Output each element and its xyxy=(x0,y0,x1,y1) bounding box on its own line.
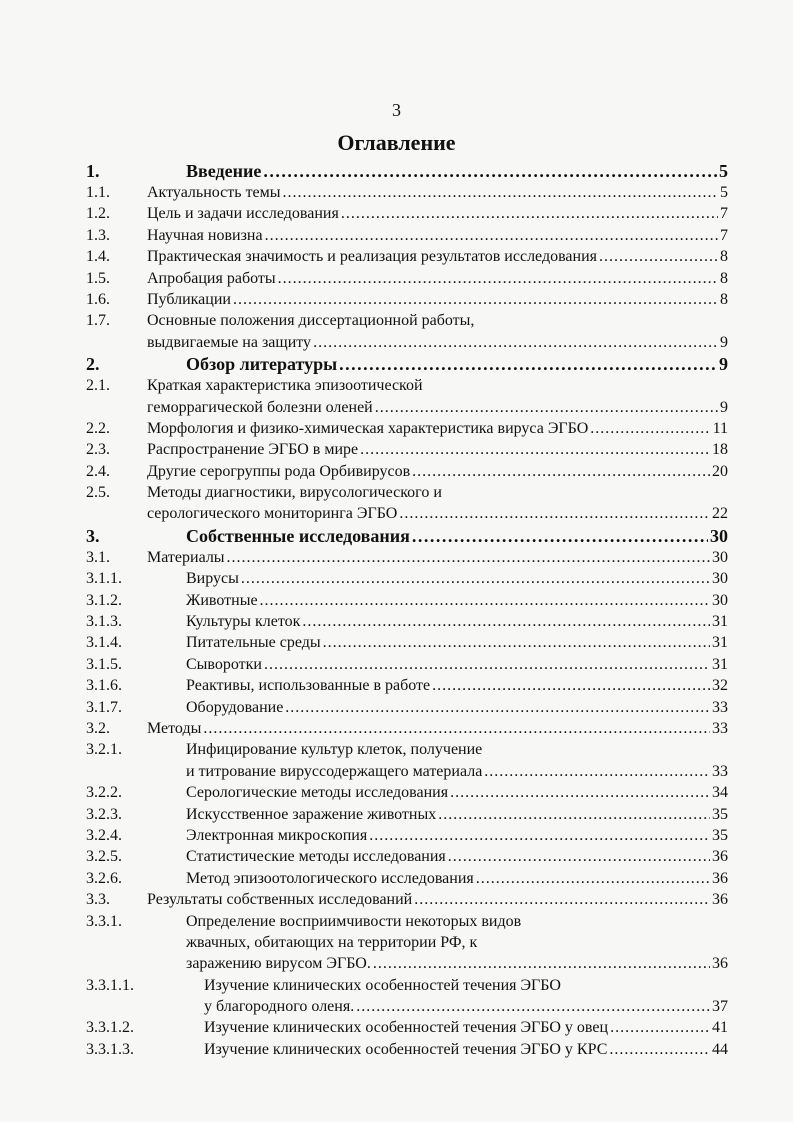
dot-leader xyxy=(610,1017,710,1038)
dot-leader xyxy=(438,804,710,825)
dot-leader xyxy=(450,782,710,803)
toc-entry xyxy=(86,1017,728,1038)
dot-leader xyxy=(599,246,718,267)
dot-leader xyxy=(373,953,710,974)
toc-entry-page: 44 xyxy=(712,1040,728,1058)
toc-entry-page: 11 xyxy=(712,419,728,437)
toc-entry-title: Цель и задачи исследования xyxy=(147,205,339,223)
toc-entry-title: Животные xyxy=(186,591,258,609)
toc-entry xyxy=(86,718,728,739)
toc-entry-title: Определение восприимчивости некоторых видов xyxy=(186,912,522,930)
toc-entry-title: Актуальность темы xyxy=(147,184,281,201)
toc-entry-number: 3. xyxy=(86,525,100,546)
page-title: Оглавление xyxy=(337,130,456,155)
dot-leader xyxy=(285,697,710,718)
toc-entry xyxy=(86,418,728,439)
toc-entry-number: 3.3. xyxy=(86,891,110,909)
toc-entry-title: Собственные исследования xyxy=(186,525,410,546)
toc-entry xyxy=(86,375,728,396)
toc-entry xyxy=(86,932,728,953)
dot-leader xyxy=(323,632,710,653)
toc-entry-title: Материалы xyxy=(147,548,225,566)
toc-entry-number: 3.3.1.1. xyxy=(86,976,134,994)
toc-entry xyxy=(86,268,728,289)
toc-entry-page: 7 xyxy=(720,226,728,244)
dot-leader xyxy=(233,289,718,310)
dot-leader xyxy=(590,418,710,439)
toc-entry-number: 3.1.3. xyxy=(86,613,122,631)
toc-entry-title: у благородного оленя. xyxy=(204,998,355,1016)
dot-leader xyxy=(360,439,710,460)
toc-entry-page: 18 xyxy=(712,441,728,459)
dot-leader xyxy=(265,225,718,246)
toc-entry-title: и титрование вируссодержащего материала xyxy=(186,762,483,780)
toc-entry-number: 3.1.5. xyxy=(86,655,122,673)
toc-entry-page: 36 xyxy=(712,848,728,866)
toc-entry xyxy=(86,825,728,846)
toc-entry-number: 3.2.3. xyxy=(86,805,122,823)
dot-leader xyxy=(356,996,710,1017)
toc-entry xyxy=(86,289,728,310)
toc-entry-number: 3.1.1. xyxy=(86,570,122,588)
toc-entry-title: Результаты собственных исследований xyxy=(147,891,413,909)
toc-entry-title: Инфицирование культур клеток, получение xyxy=(186,741,483,759)
toc-entry-number: 3.2.5. xyxy=(86,848,122,866)
toc-entry-number: 3.3.1.2. xyxy=(86,1019,134,1037)
toc-entry-title: Другие серогруппы рода Орбивирусов xyxy=(147,462,411,480)
toc-entry-number: 3.3.1. xyxy=(86,912,122,930)
toc-entry-title: Краткая характеристика эпизоотической xyxy=(147,377,423,395)
toc-entry-page: 34 xyxy=(712,784,728,802)
dot-leader xyxy=(399,503,710,524)
toc-entry xyxy=(86,804,728,825)
toc-entry-page: 22 xyxy=(712,505,728,523)
toc-entry-number: 3.1.7. xyxy=(86,698,122,716)
toc-entry-title: геморрагической болезни оленей xyxy=(147,398,373,416)
toc-entry xyxy=(86,868,728,889)
toc-entry-page: 35 xyxy=(712,826,728,844)
toc-entry xyxy=(86,182,728,203)
toc-entry-page: 32 xyxy=(712,677,728,695)
toc-entry-number: 2.3. xyxy=(86,441,110,459)
toc-entry-number: 3.1.6. xyxy=(86,677,122,695)
toc-entry-title: Искусственное заражение животных xyxy=(186,805,437,823)
dot-leader xyxy=(476,868,710,889)
toc-entry xyxy=(86,568,728,589)
toc-entry-number: 2.2. xyxy=(86,419,110,437)
toc-entry-page: 9 xyxy=(720,398,728,416)
toc-entry xyxy=(86,632,728,653)
toc-entry-title: Вирусы xyxy=(186,570,239,588)
toc-entry xyxy=(86,203,728,224)
dot-leader xyxy=(260,590,710,611)
toc-entry-title: Практическая значимость и реализация результатов исследования xyxy=(147,248,598,266)
toc-entry-page: 30 xyxy=(712,570,728,588)
toc-entry-title: Оборудование xyxy=(186,698,284,716)
toc-entry-number: 1.5. xyxy=(86,269,110,287)
dot-leader xyxy=(341,203,718,224)
toc-entry-number: 3.2. xyxy=(86,719,110,737)
toc-entry-page: 7 xyxy=(720,205,728,223)
toc-entry-number: 3.1.4. xyxy=(86,634,122,652)
toc-entry-number: 3.1. xyxy=(86,548,110,566)
toc-entry-number: 1.6. xyxy=(86,290,110,308)
toc-entry-title: выдвигаемые на защиту xyxy=(147,333,312,351)
toc-entry xyxy=(86,482,728,503)
toc-entry-page: 30 xyxy=(712,591,728,609)
dot-leader xyxy=(448,846,710,867)
toc-entry-title: Электронная микроскопия xyxy=(186,826,368,844)
page-number: 3 xyxy=(392,100,401,120)
toc-entry-title: Распространение ЭГБО в мире xyxy=(147,441,359,459)
toc-entry xyxy=(86,911,728,932)
toc-entry-page: 30 xyxy=(710,525,728,546)
toc-entry-number: 3.3.1.3. xyxy=(86,1040,134,1058)
toc-entry-number: 3.2.1. xyxy=(86,741,122,759)
toc-entry-number: 3.2.6. xyxy=(86,869,122,887)
toc-entry-title: Обзор литературы xyxy=(186,354,338,375)
toc-entry-page: 33 xyxy=(712,719,728,737)
toc-entry xyxy=(86,225,728,246)
toc-entry xyxy=(86,846,728,867)
toc-entry xyxy=(86,611,728,632)
dot-leader xyxy=(241,568,710,589)
toc-entry-page: 33 xyxy=(712,762,728,780)
toc-entry-page: 5 xyxy=(720,184,728,201)
toc-entry-title: Сыворотки xyxy=(186,655,262,673)
toc-entry-title: заражению вирусом ЭГБО. xyxy=(186,955,371,973)
dot-leader xyxy=(609,1039,710,1060)
toc-entry-number: 2.5. xyxy=(86,484,110,502)
toc-entry xyxy=(86,590,728,611)
toc-entry-title: Серологические методы исследования xyxy=(186,784,449,802)
dot-leader xyxy=(339,353,717,375)
toc-entry-title: Введение xyxy=(186,161,262,181)
toc-entry xyxy=(86,439,728,460)
toc-entry-title: Реактивы, использованные в работе xyxy=(186,677,431,695)
dot-leader xyxy=(369,825,710,846)
toc-entry-number: 3.2.4. xyxy=(86,826,122,844)
toc-section xyxy=(86,160,728,182)
toc-entry-number: 1.1. xyxy=(86,184,110,201)
toc-entry-page: 9 xyxy=(720,333,728,351)
toc-entry xyxy=(86,761,728,782)
toc-entry-title: Изучение клинических особенностей течения ЭГБО xyxy=(204,976,561,994)
toc-entry-page: 8 xyxy=(720,248,728,266)
dot-leader xyxy=(375,397,718,418)
toc-entry-title: Культуры клеток xyxy=(186,613,301,631)
toc-entry-number: 3.2.2. xyxy=(86,784,122,802)
toc-entry-title: Изучение клинических особенностей течения ЭГБО у овец xyxy=(204,1019,609,1037)
dot-leader xyxy=(203,718,710,739)
toc-entry-title: Апробация работы xyxy=(147,269,276,287)
toc-entry-title: Научная новизна xyxy=(147,226,263,244)
toc-entry-page: 8 xyxy=(720,290,728,308)
toc-entry-title: Морфология и физико-химическая характеристика вируса ЭГБО xyxy=(147,419,589,437)
toc-section xyxy=(86,353,728,375)
dot-leader xyxy=(432,675,710,696)
table-of-contents xyxy=(86,160,728,1060)
toc-entry-title: Статистические методы исследования xyxy=(186,848,446,866)
toc-entry-number: 1.4. xyxy=(86,248,110,266)
dot-leader xyxy=(414,889,710,910)
toc-entry-number: 1.7. xyxy=(86,312,110,330)
toc-entry-page: 5 xyxy=(719,161,728,181)
toc-entry-title: Публикации xyxy=(147,290,231,308)
toc-entry-title: Метод эпизоотологического исследования xyxy=(186,869,474,887)
toc-entry-title: жвачных, обитающих на территории РФ, к xyxy=(186,933,478,951)
toc-entry-number: 3.1.2. xyxy=(86,591,122,609)
toc-entry-page: 8 xyxy=(720,269,728,287)
toc-entry-page: 36 xyxy=(712,869,728,887)
toc-entry-page: 20 xyxy=(712,462,728,480)
toc-entry-page: 41 xyxy=(712,1019,728,1037)
toc-entry-number: 2.1. xyxy=(86,377,110,395)
toc-entry-title: Питательные среды xyxy=(186,634,321,652)
toc-entry xyxy=(86,310,728,331)
dot-leader xyxy=(227,547,710,568)
dot-leader xyxy=(283,182,718,203)
toc-section xyxy=(86,525,728,547)
toc-entry xyxy=(86,654,728,675)
toc-entry xyxy=(86,461,728,482)
toc-entry xyxy=(86,889,728,910)
toc-entry-title: Изучение клинических особенностей течения ЭГБО у КРС xyxy=(204,1040,608,1058)
toc-entry xyxy=(86,246,728,267)
dot-leader xyxy=(484,761,710,782)
toc-entry-page: 31 xyxy=(712,634,728,652)
toc-entry xyxy=(86,953,728,974)
dot-leader xyxy=(412,525,708,547)
dot-leader xyxy=(264,654,710,675)
toc-entry xyxy=(86,697,728,718)
toc-entry xyxy=(86,397,728,418)
dot-leader xyxy=(302,611,710,632)
toc-entry-number: 2.4. xyxy=(86,462,110,480)
dot-leader xyxy=(278,268,718,289)
toc-entry xyxy=(86,996,728,1017)
toc-entry xyxy=(86,503,728,524)
toc-entry xyxy=(86,975,728,996)
toc-entry-number: 1.3. xyxy=(86,226,110,244)
toc-entry-title: Методы диагностики, вирусологического и xyxy=(147,484,442,502)
toc-entry xyxy=(86,332,728,353)
toc-entry-page: 31 xyxy=(712,613,728,631)
toc-entry-number: 1.2. xyxy=(86,205,110,223)
toc-entry-title: серологического мониторинга ЭГБО xyxy=(147,505,398,523)
toc-entry-page: 30 xyxy=(712,548,728,566)
toc-entry-page: 36 xyxy=(712,891,728,909)
toc-entry-page: 31 xyxy=(712,655,728,673)
dot-leader xyxy=(313,332,718,353)
toc-entry-page: 36 xyxy=(712,955,728,973)
toc-entry-page: 33 xyxy=(712,698,728,716)
toc-entry xyxy=(86,782,728,803)
toc-entry-number: 1. xyxy=(86,161,100,181)
toc-entry-page: 35 xyxy=(712,805,728,823)
toc-entry xyxy=(86,675,728,696)
toc-entry xyxy=(86,547,728,568)
toc-entry-page: 37 xyxy=(712,998,728,1016)
dot-leader xyxy=(412,461,710,482)
dot-leader xyxy=(263,160,717,182)
toc-entry xyxy=(86,739,728,760)
toc-entry xyxy=(86,1039,728,1060)
toc-entry-title: Основные положения диссертационной работы, xyxy=(147,312,475,330)
toc-entry-page: 9 xyxy=(719,354,728,375)
toc-entry-title: Методы xyxy=(147,719,202,737)
toc-entry-number: 2. xyxy=(86,354,100,375)
